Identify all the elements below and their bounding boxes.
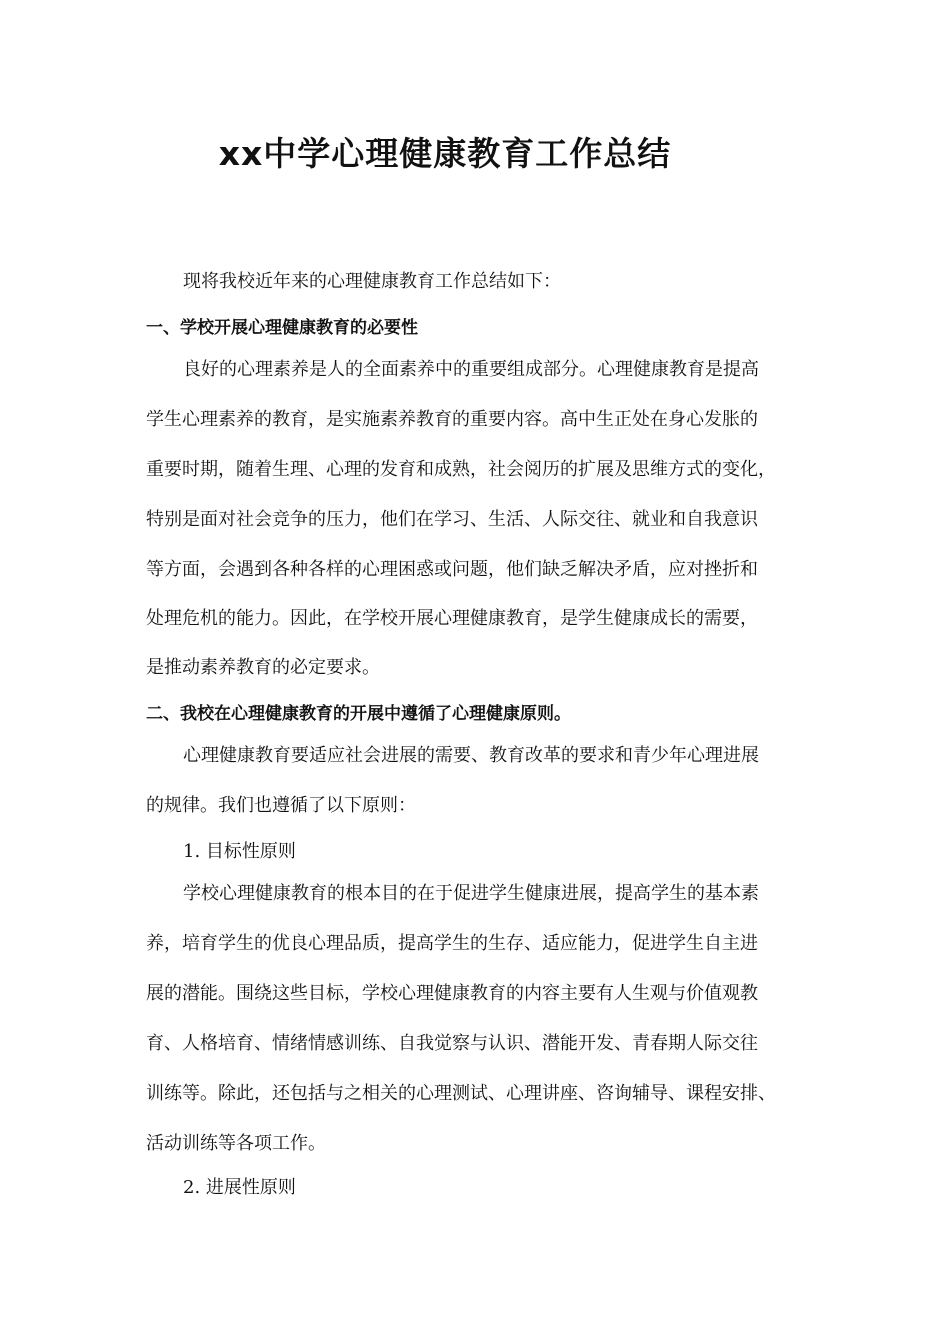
- document-title: xx中学心理健康教育工作总结: [218, 134, 672, 173]
- section-heading-2: 二、我校在心理健康教育的开展中遵循了心理健康原则。: [146, 704, 571, 724]
- section-heading-1: 一、学校开展心理健康教育的必要性: [146, 318, 418, 338]
- paragraph-line: 心理健康教育要适应社会进展的需要、教育改革的要求和青少年心理进展: [183, 745, 759, 766]
- paragraph-line: 是推动素养教育的必定要求。: [146, 657, 380, 678]
- paragraph-line: 等方面，会遇到各种各样的心理困惑或问题，他们缺乏解决矛盾，应对挫折和: [146, 559, 758, 580]
- paragraph-line: 特别是面对社会竞争的压力，他们在学习、生活、人际交往、就业和自我意识: [146, 509, 758, 530]
- list-item-label-1: 1. 目标性原则: [183, 841, 296, 862]
- list-item-label-2: 2. 进展性原则: [183, 1177, 296, 1198]
- paragraph-line: 良好的心理素养是人的全面素养中的重要组成部分。心理健康教育是提高: [183, 359, 759, 380]
- paragraph-line: 学校心理健康教育的根本目的在于促进学生健康进展，提高学生的基本素: [183, 883, 759, 904]
- paragraph-line: 养，培育学生的优良心理品质，提高学生的生存、适应能力，促进学生自主进: [146, 933, 758, 954]
- paragraph-line: 活动训练等各项工作。: [146, 1133, 326, 1154]
- paragraph-line: 学生心理素养的教育，是实施素养教育的重要内容。高中生正处在身心发胀的: [146, 409, 758, 430]
- paragraph-line: 训练等。除此，还包括与之相关的心理测试、心理讲座、咨询辅导、课程安排、: [146, 1083, 776, 1104]
- paragraph-line: 处理危机的能力。因此，在学校开展心理健康教育，是学生健康成长的需要，: [146, 608, 758, 629]
- paragraph-line: 重要时期，随着生理、心理的发育和成熟，社会阅历的扩展及思维方式的变化，: [146, 459, 776, 480]
- paragraph-line: 的规律。我们也遵循了以下原则：: [146, 795, 416, 816]
- paragraph-line: 育、人格培育、情绪情感训练、自我觉察与认识、潜能开发、青春期人际交往: [146, 1033, 758, 1054]
- paragraph-line: 展的潜能。围绕这些目标，学校心理健康教育的内容主要有人生观与价值观教: [146, 983, 758, 1004]
- intro-paragraph: 现将我校近年来的心理健康教育工作总结如下：: [183, 271, 561, 292]
